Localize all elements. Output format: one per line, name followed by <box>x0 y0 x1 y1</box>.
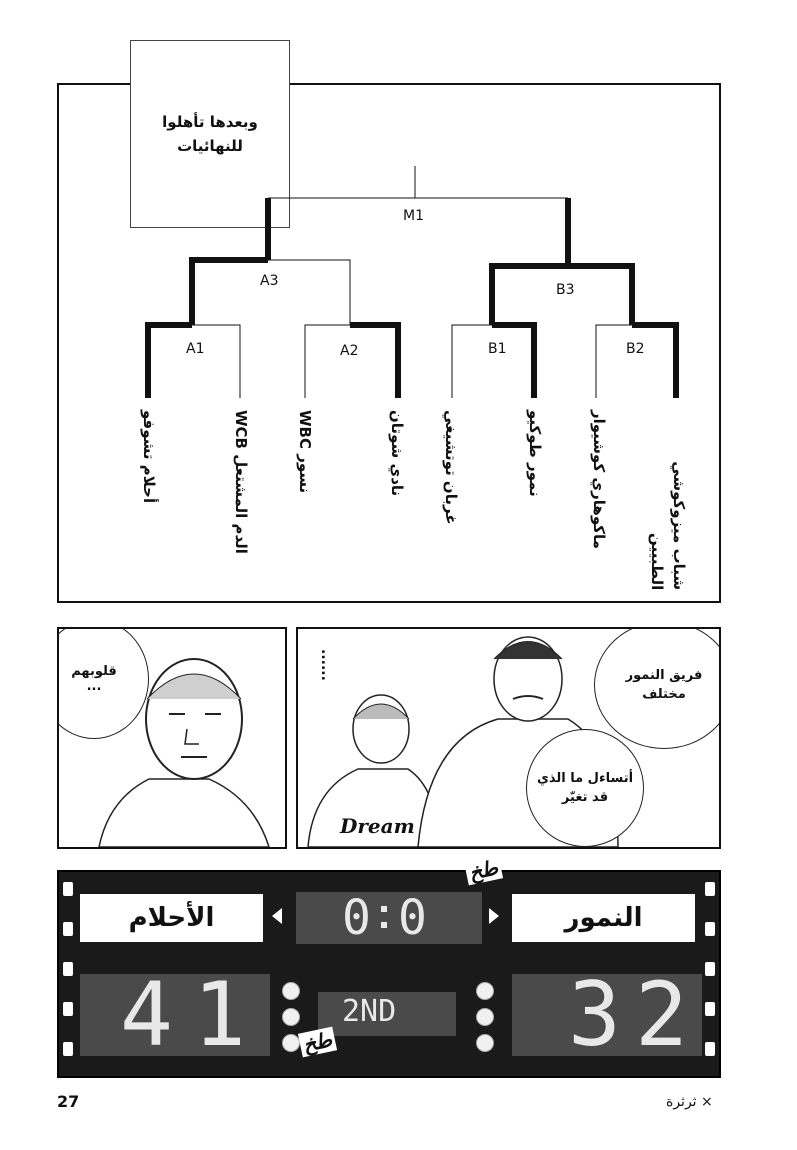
foul-dot-right-2 <box>476 1008 494 1026</box>
clock-minutes: 0 <box>342 890 371 946</box>
sfx-thud-1: طخ <box>464 855 503 886</box>
right-score: 32 <box>568 963 702 1066</box>
team-chofu-dreams: أحلام تشوفو <box>140 410 158 504</box>
team-tokyo-tigers: نمور طوكيو <box>526 410 544 497</box>
sfx-thud-2: طخ <box>298 1027 337 1058</box>
foul-dot-right-1 <box>476 982 494 1000</box>
foul-dot-left-1 <box>282 982 300 1000</box>
label-a3: A3 <box>260 273 279 289</box>
possession-arrow-right-icon <box>489 908 499 924</box>
team-shotan: نادي شوتان <box>388 410 406 497</box>
left-team-name: الأحلام <box>128 903 215 933</box>
panel-left <box>57 627 287 849</box>
bubble-changed-line-2: قد تغيّر <box>561 790 609 805</box>
left-team-plate <box>80 894 263 942</box>
clock-seconds: 0 <box>398 890 427 946</box>
team-tochigi-crows: غربان توتشيغي <box>442 410 460 525</box>
possession-arrow-left-icon <box>272 908 282 924</box>
foul-dot-left-3 <box>282 1034 300 1052</box>
speech-bubble-changed <box>526 729 644 847</box>
label-b3: B3 <box>556 282 575 298</box>
clock-panel <box>296 892 482 944</box>
translator-note: × ثرثرة <box>666 1094 713 1110</box>
foul-dot-right-3 <box>476 1034 494 1052</box>
right-team-name: النمور <box>564 903 643 933</box>
left-score: 41 <box>120 963 266 1066</box>
team-wcb-blood: الدم المشتعل WCB <box>232 410 250 554</box>
label-b1: B1 <box>488 341 507 357</box>
bubble-tigers-line-1: فريق النمور <box>625 668 703 683</box>
qualified-line-1: وبعدها تأهلوا <box>162 113 258 131</box>
clock-colon <box>381 906 387 912</box>
team-wbc-eagles: نسور WBC <box>296 410 314 494</box>
page-number: 27 <box>57 1092 80 1111</box>
label-b2: B2 <box>626 341 645 357</box>
qualified-line-2: للنهائيات <box>177 137 243 155</box>
bubble-hearts-text: قلوبهم <box>71 664 117 679</box>
period-text: 2ND <box>342 994 397 1029</box>
team-shinbun-shokushi: شباب ميزوكوشي الطبيين <box>648 461 688 590</box>
label-a1: A1 <box>186 341 205 357</box>
bubble-changed-line-1: أتساءل ما الذي <box>536 771 634 786</box>
label-a2: A2 <box>340 343 359 359</box>
jersey-text: Dream <box>340 814 415 838</box>
panel-right <box>296 627 721 849</box>
bubble-hearts-dots: ... <box>86 679 102 694</box>
team-makuhari: ماكوهاري كوشيوار <box>590 410 608 549</box>
right-team-plate <box>512 894 695 942</box>
bubble-tigers-line-2: مختلف <box>642 687 686 702</box>
silence-dots: ...... <box>318 649 334 681</box>
foul-dot-left-2 <box>282 1008 300 1026</box>
label-m1: M1 <box>403 208 424 224</box>
